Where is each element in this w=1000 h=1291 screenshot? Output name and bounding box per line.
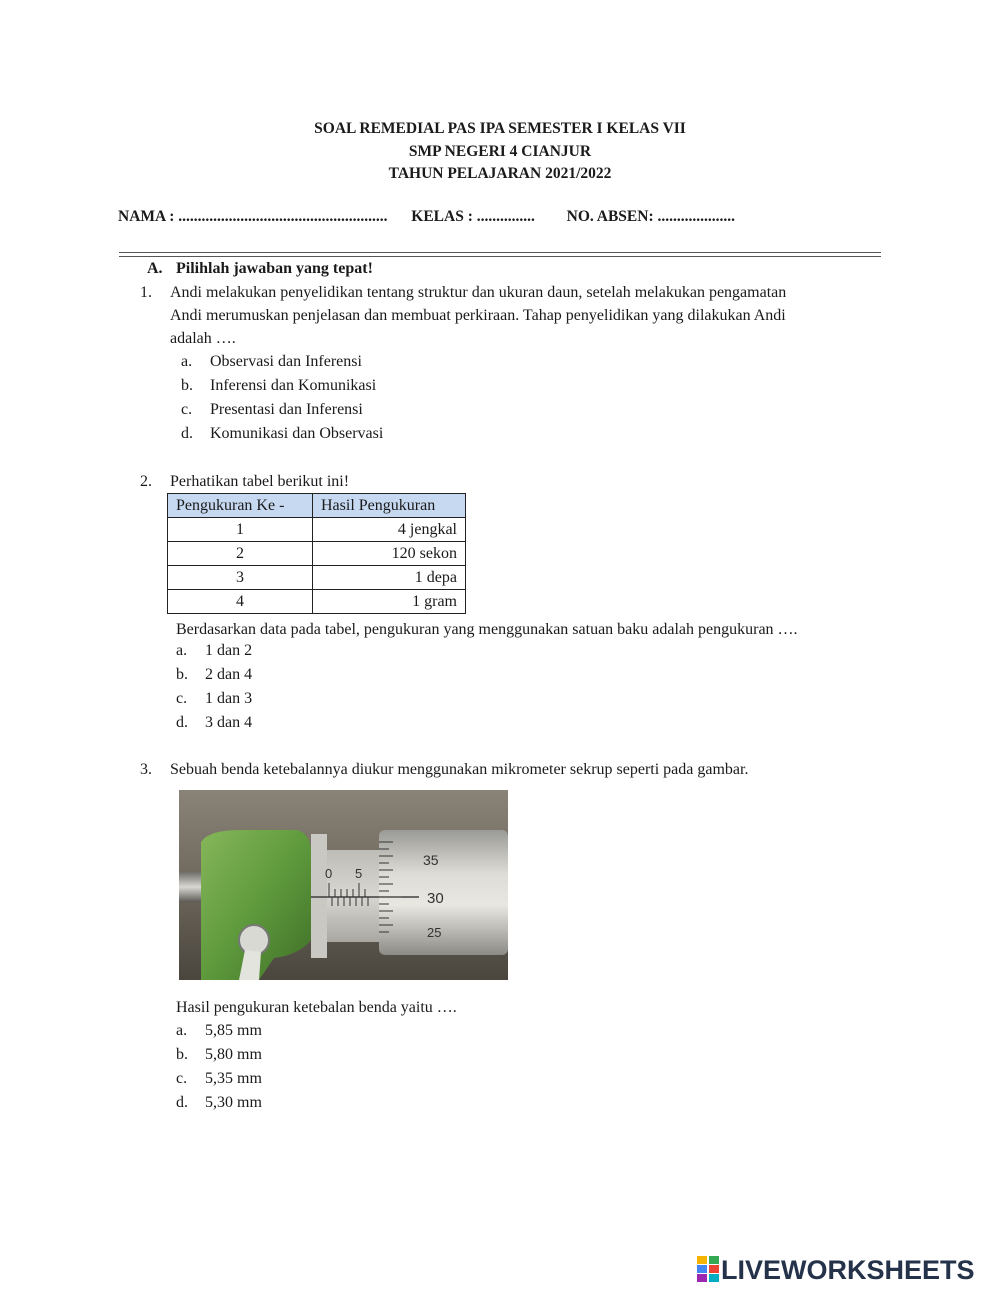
q1-option-c[interactable]: Presentasi dan Inferensi [210,401,363,418]
q3-option-d-letter: d. [176,1094,188,1111]
main-scale-label-5: 5 [355,866,363,881]
q3-intro: Sebuah benda ketebalannya diukur menggunakan mikrometer sekrup seperti pada gambar. [170,761,749,778]
q2-option-b-letter: b. [176,666,188,683]
q1-option-b[interactable]: Inferensi dan Komunikasi [210,377,377,394]
nama-field[interactable]: NAMA : ...................................................... [118,208,388,225]
liveworksheets-logo[interactable] [697,1255,975,1286]
q1-option-d-letter: d. [181,425,193,442]
q2-option-c-letter: c. [176,690,188,707]
table-row [168,566,466,590]
q2-option-d[interactable]: 3 dan 4 [205,714,253,731]
table-cell: 3 [168,566,313,590]
q3-option-b-letter: b. [176,1046,188,1063]
q2-option-d-letter: d. [176,714,188,731]
divider-line [119,252,881,253]
q3-option-a-letter: a. [176,1022,188,1039]
table-cell: 4 jengkal [313,518,466,542]
identity-line [118,208,735,226]
table-cell: 1 gram [313,590,466,614]
measurement-table [167,493,466,614]
q1-line-2: Andi merumuskan penjelasan dan membuat perkiraan. Tahap penyelidikan yang dilakukan Andi [170,307,786,324]
q2-number: 2. [140,473,152,490]
table-row [168,542,466,566]
kelas-field[interactable]: KELAS : ............... [411,208,535,225]
q3-option-d[interactable]: 5,30 mm [205,1094,262,1111]
q2-option-c[interactable]: 1 dan 3 [205,690,253,707]
lock-knob [239,925,269,955]
micrometer-image [179,790,508,980]
table-cell: 120 sekon [313,542,466,566]
table-cell: 1 depa [313,566,466,590]
table-cell: 4 [168,590,313,614]
q3-option-a[interactable]: 5,85 mm [205,1022,262,1039]
q1-option-d[interactable]: Komunikasi dan Observasi [210,425,384,442]
q2-option-a-letter: a. [176,642,188,659]
q1-number: 1. [140,284,152,301]
table-header-row [168,494,466,518]
q1-option-a[interactable]: Observasi dan Inferensi [210,353,362,370]
table-cell: 1 [168,518,313,542]
table-row [168,590,466,614]
q1-line-3: adalah …. [170,330,236,347]
liveworksheets-logo-text: LIVEWORKSHEETS [721,1255,975,1285]
table-header-cell: Hasil Pengukuran [313,494,466,518]
section-a-title: Pilihlah jawaban yang tepat! [176,260,373,277]
q3-option-c-letter: c. [176,1070,188,1087]
thimble-label-25: 25 [427,925,442,940]
q3-option-c[interactable]: 5,35 mm [205,1070,262,1087]
q1-option-b-letter: b. [181,377,193,394]
table-cell: 2 [168,542,313,566]
absen-field[interactable]: NO. ABSEN: .................... [566,208,735,225]
q2-question: Berdasarkan data pada tabel, pengukuran yang menggunakan satuan baku adalah pengukuran …. [176,621,798,638]
header-line-3: TAHUN PELAJARAN 2021/2022 [388,165,612,182]
q2-option-b[interactable]: 2 dan 4 [205,666,253,683]
main-scale-label-0: 0 [325,866,333,881]
q1-line-1: Andi melakukan penyelidikan tentang struktur dan ukuran daun, setelah melakukan pengamatan [170,284,787,301]
q3-question: Hasil pengukuran ketebalan benda yaitu …. [176,999,457,1016]
thimble-label-35: 35 [423,852,439,868]
section-a-label: A. [147,260,163,277]
table-row [168,518,466,542]
q3-number: 3. [140,761,152,778]
q2-option-a[interactable]: 1 dan 2 [205,642,253,659]
q1-option-a-letter: a. [181,353,193,370]
thimble-label-30: 30 [427,890,444,907]
q3-option-b[interactable]: 5,80 mm [205,1046,262,1063]
q2-intro: Perhatikan tabel berikut ini! [170,473,350,490]
header-line-2: SMP NEGERI 4 CIANJUR [408,143,592,160]
liveworksheets-logo-icon [697,1256,719,1282]
header-line-1: SOAL REMEDIAL PAS IPA SEMESTER I KELAS VII [314,120,686,137]
q1-option-c-letter: c. [181,401,193,418]
sleeve-collar [311,834,327,958]
table-header-cell: Pengukuran Ke - [168,494,313,518]
